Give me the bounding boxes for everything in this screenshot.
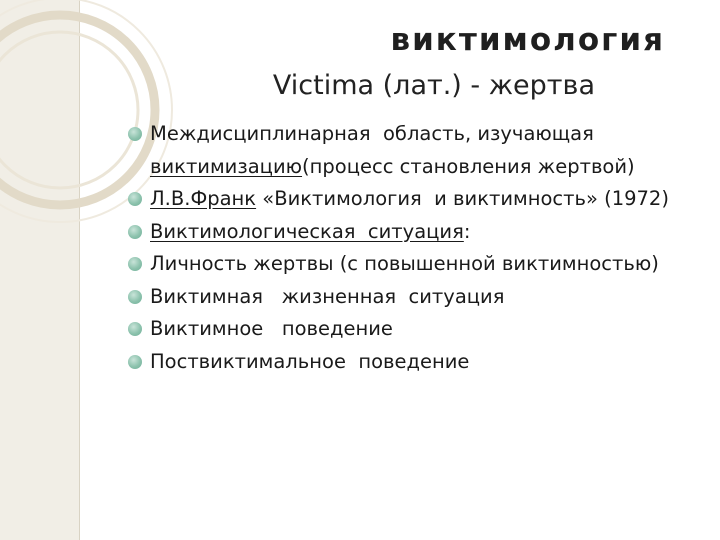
bullet-dot-icon [128,225,142,239]
bullet-text: Личность жертвы (с повышенной виктимностью) [150,252,659,275]
bullet-dot-icon [128,127,142,141]
bullet-dot-icon [128,257,142,271]
bullet-text-underlined: Л.В.Франк [150,187,257,210]
bullet-item [128,118,703,183]
bullet-text: : [463,219,471,243]
bullet-text: «Виктимология и виктимность» (1972) [256,187,669,210]
bullet-text-underlined: виктимизацию [150,154,303,178]
bullet-item [128,183,703,216]
bullet-dot-icon [128,355,142,369]
bullet-item [128,248,703,281]
bullet-item [128,313,703,346]
bullet-text: Виктимное поведение [150,317,393,340]
bullet-item [128,281,703,314]
bullet-text: (процесс становления жертвой) [302,154,635,178]
bullet-text-underlined: Виктимологическая ситуация [150,219,464,243]
bullet-item [128,216,703,249]
bullet-dot-icon [128,192,142,206]
bullet-list [128,118,703,378]
bullet-item [128,346,703,379]
slide-title: виктимология [390,22,665,58]
bullet-text: Виктимная жизненная ситуация [150,284,505,308]
bullet-dot-icon [128,290,142,304]
bullet-dot-icon [128,322,142,336]
bullet-text: Поствиктимальное поведение [150,349,470,373]
slide-subtitle: Victima (лат.) - жертва [272,70,595,101]
bullet-text: Междисциплинарная область, изучающая [150,122,601,145]
